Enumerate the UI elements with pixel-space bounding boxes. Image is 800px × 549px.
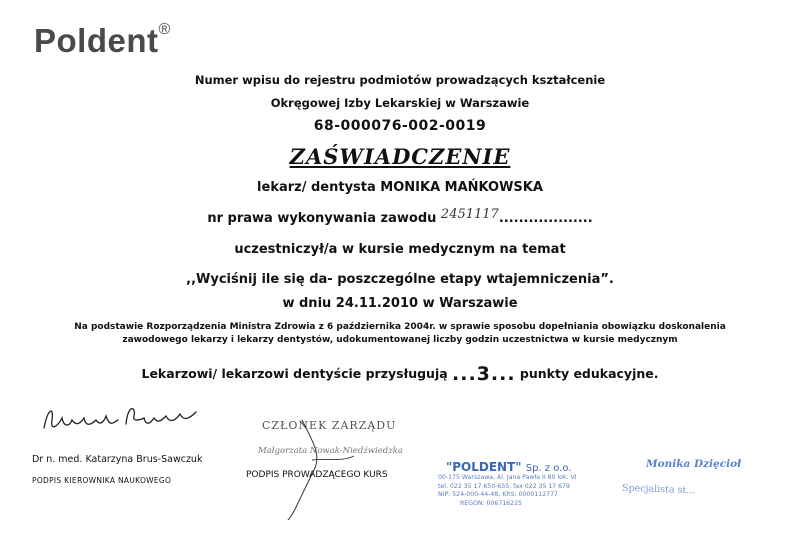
license-number: 2451117 xyxy=(440,207,499,222)
points-line xyxy=(0,361,800,383)
points-prefix: Lekarzowi/ lekarzowi dentyście przysługują xyxy=(141,366,453,381)
doctor-line: lekarz/ dentysta MONIKA MAŃKOWSKA xyxy=(257,180,543,195)
director-role: PODPIS KIEROWNIKA NAUKOWEGO xyxy=(32,476,172,485)
company-stamp-phones: tel. 022 35 17 650-655, fax 022 35 17 679 xyxy=(438,482,570,490)
date-line: w dniu 24.11.2010 w Warszawie xyxy=(282,296,518,311)
company-stamp-title xyxy=(420,460,620,474)
license-dots: ................... xyxy=(498,211,593,226)
lecturer-signature xyxy=(242,400,372,520)
registered-mark: ® xyxy=(158,21,171,38)
company-stamp-regon: REGON: 006716225 xyxy=(460,499,522,507)
legal-basis: Na podstawie Rozporządzenia Ministra Zdrowia z 6 października 2004r. w sprawie sposobu dopełniania obowiązku doskonalenia zawodowego lekarzy i lekarzy dentystów, udokumentowanej liczby godzin uczestnictwa w kursie medycznym xyxy=(74,322,726,345)
participation-line: uczestniczył/a w kursie medycznym na temat xyxy=(234,242,566,257)
poldent-logo xyxy=(34,22,171,60)
board-stamp: CZŁONEK ZARZĄDU xyxy=(262,419,397,432)
license-prefix: nr prawa wykonywania zawodu xyxy=(207,211,441,226)
register-line-1: Numer wpisu do rejestru podmiotów prowadzących kształcenie xyxy=(194,73,606,87)
company-stamp xyxy=(420,460,620,508)
document-title: ZAŚWIADCZENIE xyxy=(289,144,511,169)
register-line-2: Okręgowej Izby Lekarskiej w Warszawie xyxy=(270,96,530,110)
company-stamp-suffix: Sp. z o.o. xyxy=(525,463,572,474)
board-member-name: Małgorzata Nowak-Niedźwiedzka xyxy=(258,446,403,456)
lecturer-role: PODPIS PROWADZĄCEGO KURS xyxy=(246,470,388,480)
points-value: ...3... xyxy=(452,363,516,385)
director-name: Dr n. med. Katarzyna Brus-Sawczuk xyxy=(32,454,203,465)
director-signature xyxy=(40,398,205,442)
register-number: 68-000076-002-0019 xyxy=(313,118,487,134)
doctor-stamp-spec: Specjalista st... xyxy=(621,482,696,497)
company-stamp-address: 00-175 Warszawa, Al. Jana Pawła II 80 lok. VI xyxy=(438,474,577,481)
company-stamp-name: "POLDENT" xyxy=(446,460,522,474)
points-suffix: punkty edukacyjne. xyxy=(515,366,659,381)
license-line xyxy=(0,207,800,226)
logo-text: Poldent xyxy=(34,22,159,59)
doctor-stamp-name: Monika Dzięcioł xyxy=(646,458,742,470)
company-stamp-nip: NIP: 524-000-44-48, KRS: 0000112777 xyxy=(438,491,558,498)
course-title: ,,Wyciśnij ile się da- poszczególne etapy wtajemniczenia”. xyxy=(186,272,614,287)
